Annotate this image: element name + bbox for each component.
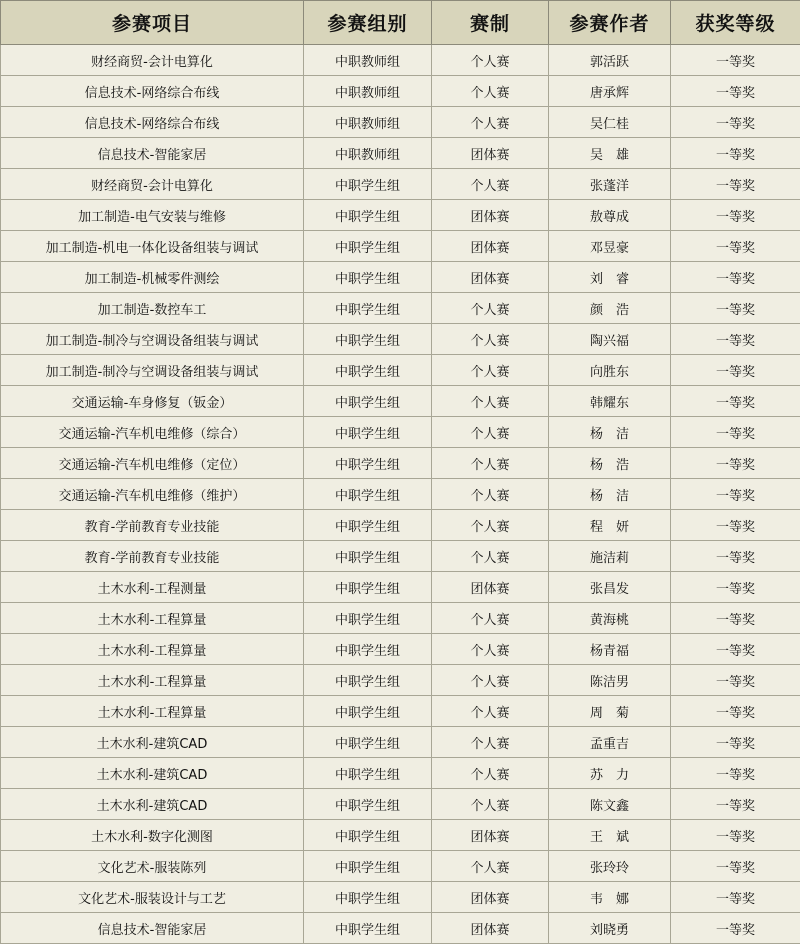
cell-project: 财经商贸-会计电算化 [1, 45, 304, 76]
cell-author: 吴 雄 [549, 138, 671, 169]
cell-group: 中职学生组 [304, 572, 432, 603]
cell-group: 中职教师组 [304, 138, 432, 169]
cell-group: 中职学生组 [304, 262, 432, 293]
cell-project: 加工制造-制冷与空调设备组装与调试 [1, 324, 304, 355]
table-row [1, 293, 800, 324]
cell-author: 孟重吉 [549, 727, 671, 758]
cell-award: 一等奖 [671, 727, 800, 758]
cell-project: 教育-学前教育专业技能 [1, 510, 304, 541]
table-row [1, 820, 800, 851]
table-row [1, 510, 800, 541]
cell-group: 中职学生组 [304, 851, 432, 882]
table-row [1, 913, 800, 944]
cell-group: 中职学生组 [304, 541, 432, 572]
cell-format: 个人赛 [432, 851, 549, 882]
cell-award: 一等奖 [671, 107, 800, 138]
table-row [1, 169, 800, 200]
cell-project: 信息技术-网络综合布线 [1, 76, 304, 107]
cell-group: 中职学生组 [304, 417, 432, 448]
table-row [1, 355, 800, 386]
cell-project: 加工制造-电气安装与维修 [1, 200, 304, 231]
cell-award: 一等奖 [671, 603, 800, 634]
cell-format: 个人赛 [432, 696, 549, 727]
header-author: 参赛作者 [549, 1, 671, 45]
header-project: 参赛项目 [1, 1, 304, 45]
cell-group: 中职学生组 [304, 727, 432, 758]
cell-format: 个人赛 [432, 324, 549, 355]
cell-project: 信息技术-智能家居 [1, 913, 304, 944]
cell-award: 一等奖 [671, 169, 800, 200]
cell-award: 一等奖 [671, 572, 800, 603]
cell-author: 颜 浩 [549, 293, 671, 324]
cell-author: 黄海桃 [549, 603, 671, 634]
cell-project: 土木水利-工程算量 [1, 696, 304, 727]
cell-author: 唐承辉 [549, 76, 671, 107]
cell-author: 张玲玲 [549, 851, 671, 882]
table-row [1, 45, 800, 76]
cell-format: 个人赛 [432, 727, 549, 758]
cell-project: 土木水利-工程算量 [1, 665, 304, 696]
cell-format: 个人赛 [432, 634, 549, 665]
cell-project: 文化艺术-服装陈列 [1, 851, 304, 882]
cell-project: 土木水利-工程算量 [1, 634, 304, 665]
cell-project: 土木水利-建筑CAD [1, 758, 304, 789]
cell-project: 加工制造-机电一体化设备组装与调试 [1, 231, 304, 262]
table-row [1, 696, 800, 727]
table-row [1, 665, 800, 696]
table-row [1, 882, 800, 913]
cell-group: 中职学生组 [304, 324, 432, 355]
cell-group: 中职教师组 [304, 76, 432, 107]
cell-group: 中职学生组 [304, 293, 432, 324]
cell-award: 一等奖 [671, 76, 800, 107]
table-row [1, 789, 800, 820]
table-header-row [1, 1, 800, 45]
cell-group: 中职学生组 [304, 758, 432, 789]
cell-award: 一等奖 [671, 448, 800, 479]
cell-author: 陈洁男 [549, 665, 671, 696]
cell-award: 一等奖 [671, 913, 800, 944]
cell-author: 韦 娜 [549, 882, 671, 913]
cell-format: 团体赛 [432, 913, 549, 944]
cell-award: 一等奖 [671, 541, 800, 572]
table-row [1, 231, 800, 262]
cell-format: 个人赛 [432, 417, 549, 448]
cell-award: 一等奖 [671, 851, 800, 882]
cell-award: 一等奖 [671, 820, 800, 851]
cell-author: 张昌发 [549, 572, 671, 603]
cell-format: 个人赛 [432, 789, 549, 820]
cell-format: 个人赛 [432, 169, 549, 200]
table-row [1, 386, 800, 417]
cell-format: 个人赛 [432, 479, 549, 510]
cell-format: 个人赛 [432, 76, 549, 107]
cell-award: 一等奖 [671, 665, 800, 696]
cell-format: 团体赛 [432, 262, 549, 293]
cell-author: 敖尊成 [549, 200, 671, 231]
cell-group: 中职教师组 [304, 107, 432, 138]
cell-award: 一等奖 [671, 510, 800, 541]
cell-group: 中职学生组 [304, 603, 432, 634]
cell-award: 一等奖 [671, 355, 800, 386]
table-body [1, 45, 800, 944]
cell-project: 交通运输-汽车机电维修（定位） [1, 448, 304, 479]
cell-author: 杨青福 [549, 634, 671, 665]
cell-author: 吴仁桂 [549, 107, 671, 138]
cell-award: 一等奖 [671, 324, 800, 355]
cell-author: 陈文鑫 [549, 789, 671, 820]
cell-project: 土木水利-工程算量 [1, 603, 304, 634]
cell-group: 中职教师组 [304, 45, 432, 76]
cell-author: 郭活跃 [549, 45, 671, 76]
cell-project: 土木水利-工程测量 [1, 572, 304, 603]
cell-author: 杨 洁 [549, 417, 671, 448]
table-row [1, 634, 800, 665]
cell-project: 土木水利-数字化测图 [1, 820, 304, 851]
header-group: 参赛组别 [304, 1, 432, 45]
cell-project: 土木水利-建筑CAD [1, 727, 304, 758]
table-row [1, 727, 800, 758]
cell-group: 中职学生组 [304, 696, 432, 727]
cell-project: 信息技术-智能家居 [1, 138, 304, 169]
cell-format: 个人赛 [432, 107, 549, 138]
table-row [1, 200, 800, 231]
cell-project: 教育-学前教育专业技能 [1, 541, 304, 572]
cell-author: 程 妍 [549, 510, 671, 541]
cell-award: 一等奖 [671, 231, 800, 262]
table-row [1, 851, 800, 882]
table-row [1, 448, 800, 479]
cell-format: 团体赛 [432, 820, 549, 851]
cell-author: 杨 浩 [549, 448, 671, 479]
cell-author: 向胜东 [549, 355, 671, 386]
cell-group: 中职学生组 [304, 169, 432, 200]
cell-award: 一等奖 [671, 634, 800, 665]
cell-group: 中职学生组 [304, 913, 432, 944]
cell-format: 个人赛 [432, 386, 549, 417]
cell-format: 个人赛 [432, 355, 549, 386]
cell-project: 加工制造-数控车工 [1, 293, 304, 324]
cell-project: 加工制造-机械零件测绘 [1, 262, 304, 293]
cell-author: 邓昱豪 [549, 231, 671, 262]
table-row [1, 572, 800, 603]
cell-format: 个人赛 [432, 541, 549, 572]
cell-group: 中职学生组 [304, 231, 432, 262]
cell-format: 团体赛 [432, 572, 549, 603]
cell-group: 中职学生组 [304, 634, 432, 665]
cell-group: 中职学生组 [304, 355, 432, 386]
table-row [1, 107, 800, 138]
cell-author: 张蓬洋 [549, 169, 671, 200]
cell-project: 交通运输-车身修复（钣金） [1, 386, 304, 417]
cell-author: 刘 睿 [549, 262, 671, 293]
cell-award: 一等奖 [671, 200, 800, 231]
cell-group: 中职学生组 [304, 479, 432, 510]
cell-project: 交通运输-汽车机电维修（维护） [1, 479, 304, 510]
cell-author: 施洁莉 [549, 541, 671, 572]
cell-author: 周 菊 [549, 696, 671, 727]
cell-format: 个人赛 [432, 510, 549, 541]
cell-group: 中职学生组 [304, 789, 432, 820]
cell-project: 信息技术-网络综合布线 [1, 107, 304, 138]
table-row [1, 417, 800, 448]
cell-award: 一等奖 [671, 479, 800, 510]
cell-format: 团体赛 [432, 200, 549, 231]
cell-format: 个人赛 [432, 603, 549, 634]
cell-group: 中职学生组 [304, 665, 432, 696]
table-row [1, 76, 800, 107]
cell-group: 中职学生组 [304, 386, 432, 417]
cell-award: 一等奖 [671, 882, 800, 913]
cell-author: 韩耀东 [549, 386, 671, 417]
cell-author: 刘晓勇 [549, 913, 671, 944]
cell-author: 陶兴福 [549, 324, 671, 355]
header-award: 获奖等级 [671, 1, 800, 45]
table-row [1, 603, 800, 634]
cell-format: 个人赛 [432, 758, 549, 789]
cell-format: 个人赛 [432, 665, 549, 696]
cell-format: 团体赛 [432, 231, 549, 262]
header-format: 赛制 [432, 1, 549, 45]
cell-format: 个人赛 [432, 293, 549, 324]
cell-project: 财经商贸-会计电算化 [1, 169, 304, 200]
cell-group: 中职学生组 [304, 448, 432, 479]
cell-award: 一等奖 [671, 262, 800, 293]
cell-author: 杨 洁 [549, 479, 671, 510]
cell-project: 交通运输-汽车机电维修（综合） [1, 417, 304, 448]
cell-project: 文化艺术-服装设计与工艺 [1, 882, 304, 913]
table-row [1, 758, 800, 789]
table-row [1, 262, 800, 293]
cell-author: 苏 力 [549, 758, 671, 789]
cell-award: 一等奖 [671, 758, 800, 789]
cell-group: 中职学生组 [304, 882, 432, 913]
cell-format: 团体赛 [432, 138, 549, 169]
cell-format: 个人赛 [432, 448, 549, 479]
cell-award: 一等奖 [671, 386, 800, 417]
cell-project: 土木水利-建筑CAD [1, 789, 304, 820]
cell-format: 团体赛 [432, 882, 549, 913]
cell-award: 一等奖 [671, 138, 800, 169]
cell-award: 一等奖 [671, 45, 800, 76]
cell-group: 中职学生组 [304, 200, 432, 231]
cell-award: 一等奖 [671, 293, 800, 324]
cell-award: 一等奖 [671, 696, 800, 727]
cell-group: 中职学生组 [304, 510, 432, 541]
cell-group: 中职学生组 [304, 820, 432, 851]
table-row [1, 324, 800, 355]
cell-author: 王 斌 [549, 820, 671, 851]
cell-project: 加工制造-制冷与空调设备组装与调试 [1, 355, 304, 386]
table-row [1, 138, 800, 169]
table-row [1, 541, 800, 572]
cell-award: 一等奖 [671, 417, 800, 448]
table-row [1, 479, 800, 510]
cell-award: 一等奖 [671, 789, 800, 820]
cell-format: 个人赛 [432, 45, 549, 76]
